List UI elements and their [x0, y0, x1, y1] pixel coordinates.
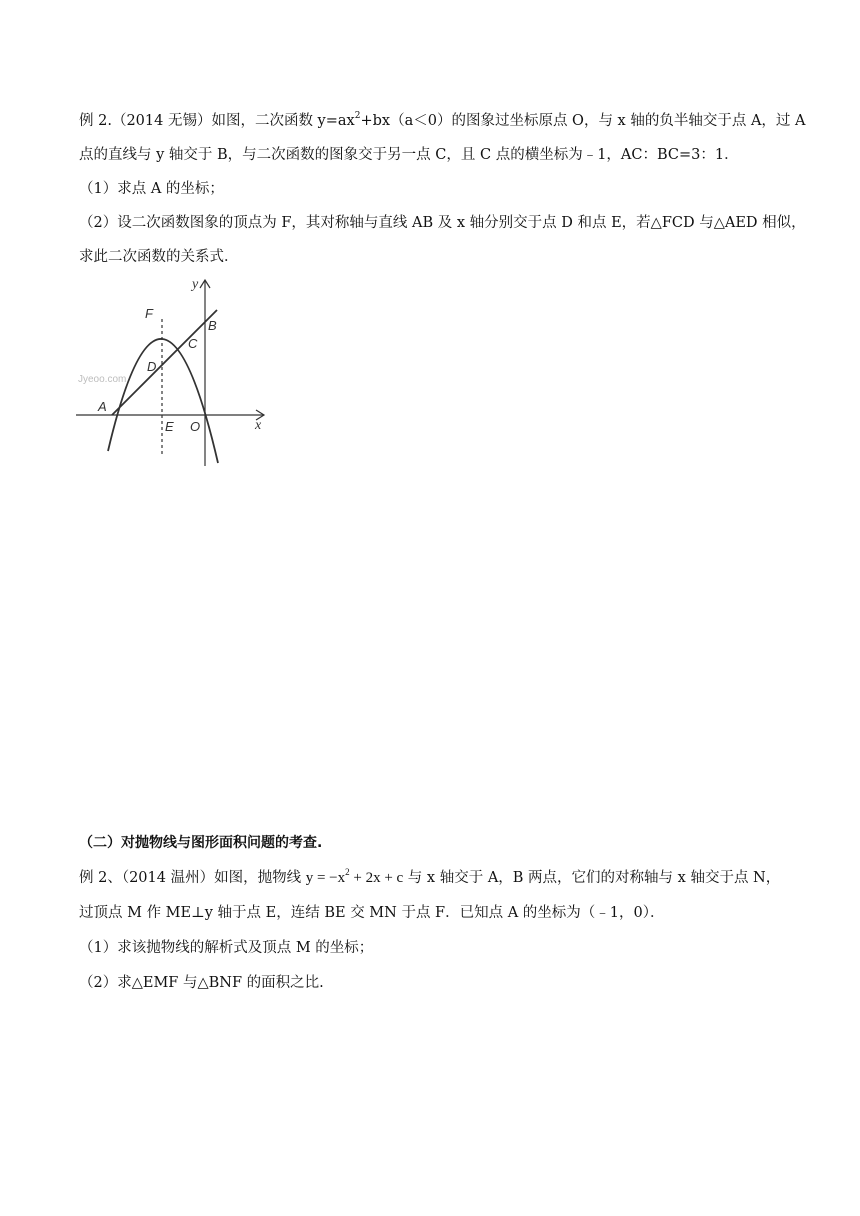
section-heading: （二）对抛物线与图形面积问题的考查.: [79, 835, 323, 851]
ex2-formula-exponent: 2: [345, 867, 350, 877]
ex1-question-2: （2）设二次函数图象的顶点为 F，其对称轴与直线 AB 及 x 轴分别交于点 D 和点 E，若△FCD 与△AED 相似，: [79, 215, 806, 231]
label-x: x: [255, 418, 262, 433]
ex2-line-2: 过顶点 M 作 ME⊥y 轴于点 E，连结 BE 交 MN 于点 F．已知点 A 的坐标为（﹣1，0）．: [79, 905, 665, 921]
ex2-formula: [305, 867, 404, 886]
parabola-figure: [72, 276, 272, 471]
label-F: F: [145, 306, 153, 321]
ex1-line-1-part-b: +bx（a＜0）的图象过坐标原点 O，与 x 轴的负半轴交于点 A，过 A: [360, 113, 806, 129]
parabola-curve: [108, 339, 218, 463]
ex2-question-2: （2）求△EMF 与△BNF 的面积之比.: [79, 975, 324, 991]
ex2-line-1-part-a: 例 2、（2014 温州）如图，抛物线: [79, 870, 306, 886]
label-D: D: [147, 359, 157, 374]
watermark: Jyeoo.com: [78, 374, 127, 385]
label-A: A: [98, 399, 107, 414]
ex2-question-1: （1）求该抛物线的解析式及顶点 M 的坐标；: [79, 940, 374, 956]
label-O: O: [190, 419, 201, 434]
ex1-question-1: （1）求点 A 的坐标；: [79, 181, 224, 197]
ex2-formula-part-2: + 2x + c: [349, 870, 404, 886]
ex2-formula-part-1: y = −x: [305, 870, 346, 886]
ex2-line-1-part-b: 与 x 轴交于 A，B 两点，它们的对称轴与 x 轴交于点 N，: [403, 870, 781, 886]
ex2-line-1: [79, 869, 780, 887]
ex1-exponent: 2: [354, 111, 361, 122]
ex1-line-2: 点的直线与 y 轴交于 B，与二次函数的图象交于另一点 C，且 C 点的横坐标为﹣1，AC：BC=3：1．: [79, 147, 739, 163]
label-C: C: [188, 336, 198, 351]
ex1-question-2-cont: 求此二次函数的关系式．: [79, 249, 239, 265]
ex1-line-1-part-a: 例 2.（2014 无锡）如图，二次函数 y=ax: [79, 113, 355, 129]
label-B: B: [208, 318, 217, 333]
ex1-line-1: [79, 112, 806, 130]
label-E: E: [165, 419, 174, 434]
label-y: y: [192, 277, 199, 292]
